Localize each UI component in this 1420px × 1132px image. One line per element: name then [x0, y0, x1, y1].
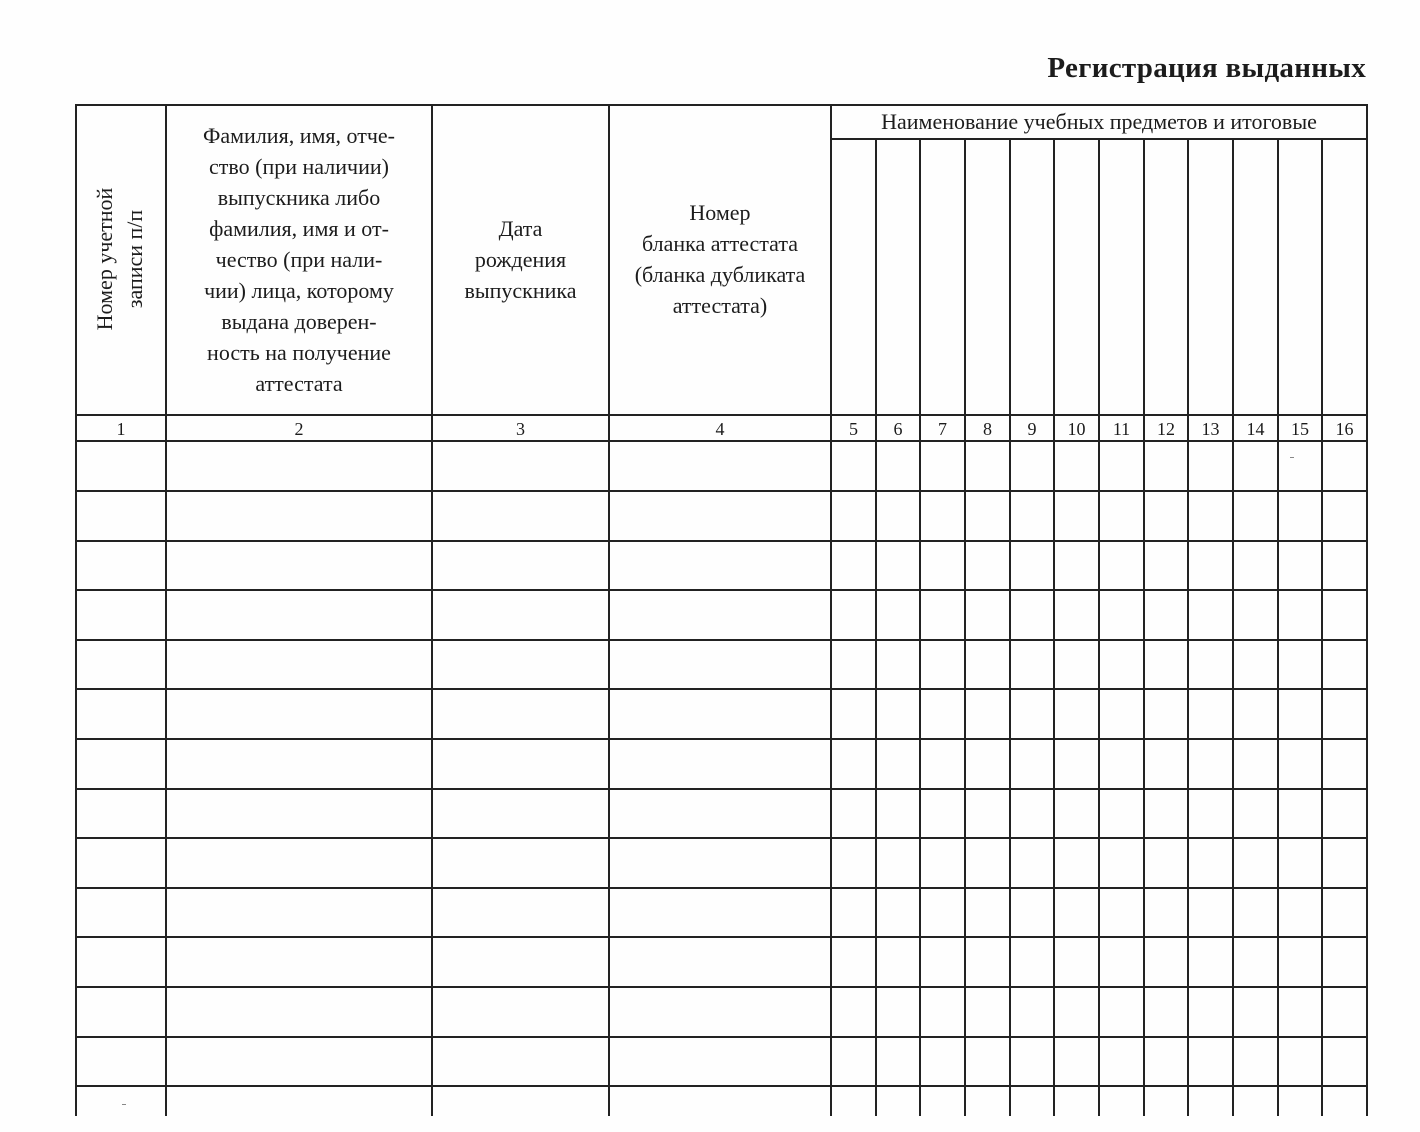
column-number: 7 [938, 418, 947, 439]
header-certificate-number-label: Номер бланка аттестата (бланка дубликата аттестата) [634, 200, 806, 318]
grid-line [75, 936, 1368, 938]
grid-line [75, 540, 1368, 542]
header-birth-date-label: Дата рождения выпускника [464, 215, 577, 303]
column-number: 3 [516, 418, 525, 439]
column-number: 16 [1335, 418, 1354, 439]
column-number: 8 [983, 418, 992, 439]
grid-line [75, 986, 1368, 988]
page-title: Регистрация выданных [1047, 52, 1366, 84]
grid-line [75, 788, 1368, 790]
grid-line [830, 104, 832, 1116]
grid-line [919, 138, 921, 1116]
column-number: 14 [1246, 418, 1265, 439]
column-number: 12 [1157, 418, 1175, 439]
grid-line [75, 490, 1368, 492]
grid-line [1366, 104, 1368, 1116]
column-number: 2 [294, 418, 304, 439]
grid-line [75, 887, 1368, 889]
grid-line [75, 1085, 1368, 1087]
grid-line [1277, 138, 1279, 1116]
header-birth-date [433, 106, 608, 412]
grid-line [75, 1036, 1368, 1038]
header-full-name [167, 106, 431, 412]
column-number: 4 [715, 418, 725, 439]
grid-line [1009, 138, 1011, 1116]
grid-line [1187, 138, 1189, 1116]
header-record-number [77, 106, 163, 412]
column-number: 15 [1291, 418, 1309, 439]
header-record-number-label: Номер учетной записи п/п [92, 187, 147, 331]
grid-line [964, 138, 966, 1116]
column-number: 11 [1112, 418, 1131, 439]
header-full-name-label: Фамилия, имя, отче- ство (при наличии) выпускника либо фамилия, имя и от- чество (при нали- чии) лица, которому выдана доверен- ность на получение аттестата [202, 122, 395, 396]
grid-line [75, 639, 1368, 641]
column-number: 9 [1027, 418, 1037, 439]
grid-line [1053, 138, 1055, 1116]
column-number: 13 [1201, 418, 1220, 439]
header-certificate-number [610, 106, 830, 412]
grid-line [1098, 138, 1100, 1116]
column-number: 5 [849, 418, 858, 439]
column-number: 10 [1067, 418, 1086, 439]
grid-line [75, 837, 1368, 839]
column-number: 6 [893, 418, 903, 439]
grid-line [75, 738, 1368, 740]
grid-line [875, 138, 877, 1116]
scan-speck [122, 1104, 126, 1105]
scan-speck [1290, 457, 1294, 458]
header-subjects-group: Наименование учебных предметов и итоговые [881, 109, 1317, 134]
register-table [75, 104, 1368, 1116]
grid-line [1321, 138, 1323, 1116]
grid-line [1232, 138, 1234, 1116]
grid-line [1143, 138, 1145, 1116]
grid-line [75, 589, 1368, 591]
grid-line [75, 688, 1368, 690]
column-number: 1 [116, 418, 126, 439]
